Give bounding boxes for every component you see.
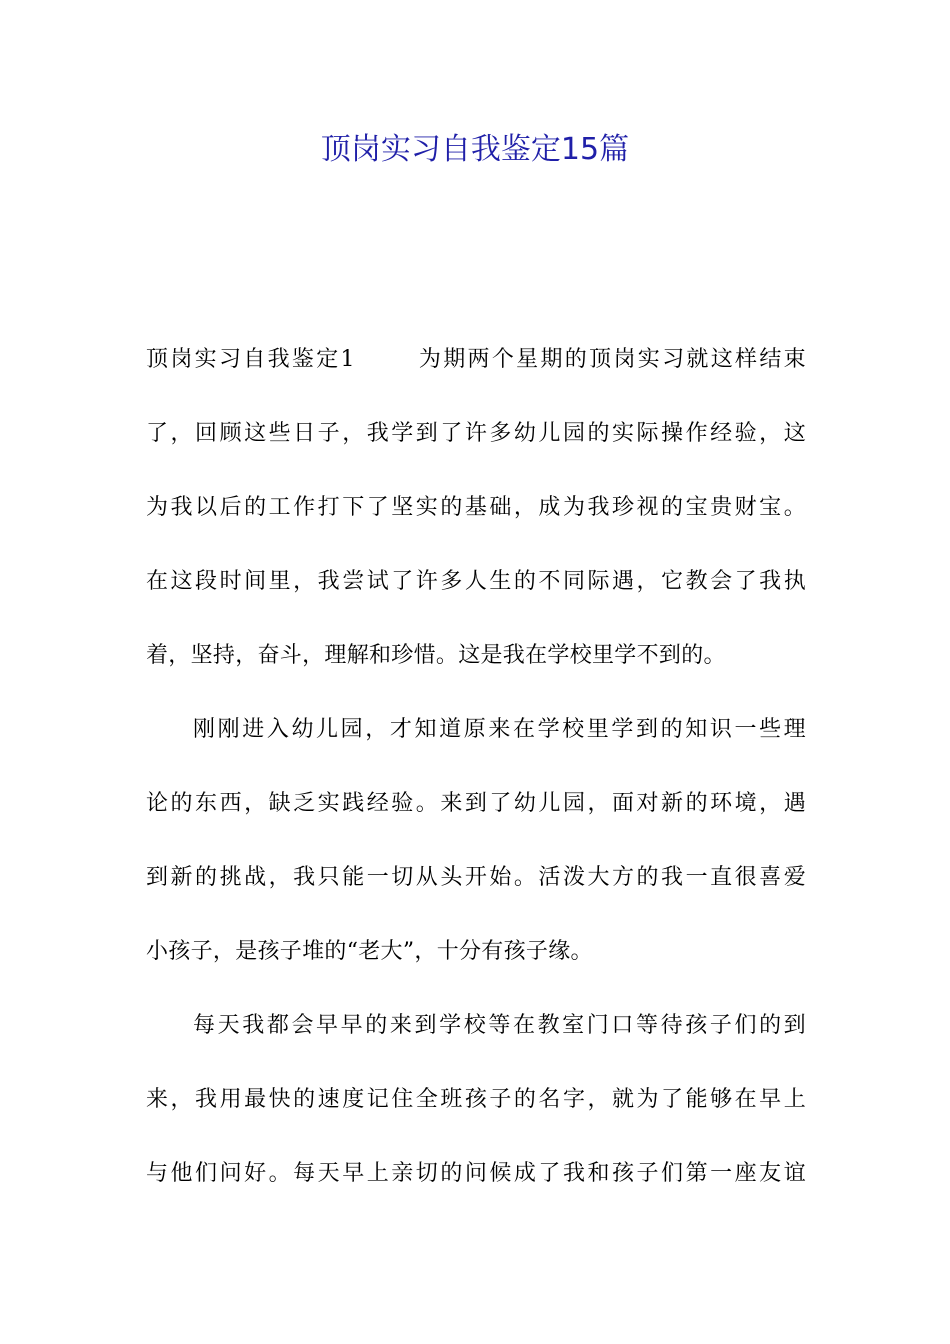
paragraph-line-1	[146, 338, 806, 412]
section-heading: 顶岗实习自我鉴定1	[146, 347, 355, 372]
document-title: 顶岗实习自我鉴定15篇	[320, 132, 630, 167]
paragraph-line-3: 为我以后的工作打下了坚实的基础，成为我珍视的宝贵财宝。	[146, 495, 806, 520]
paragraph-line-2: 了，回顾这些日子，我学到了许多幼儿园的实际操作经验，这	[146, 421, 806, 446]
paragraph-line-7: 论的东西，缺乏实践经验。来到了幼儿园，面对新的环境，遇	[146, 791, 806, 816]
paragraph-line-4: 在这段时间里，我尝试了许多人生的不同际遇，它教会了我执	[146, 569, 806, 594]
paragraph-line-8: 到新的挑战，我只能一切从头开始。活泼大方的我一直很喜爱	[146, 865, 806, 890]
paragraph-line-5: 着，坚持，奋斗，理解和珍惜。这是我在学校里学不到的。	[146, 643, 726, 668]
paragraph-text: 为期两个星期的顶岗实习就这样结束	[416, 347, 806, 372]
paragraph-line-9: 小孩子，是孩子堆的“老大”，十分有孩子缘。	[146, 939, 593, 964]
paragraph-line-12: 与他们问好。每天早上亲切的问候成了我和孩子们第一座友谊	[146, 1161, 806, 1186]
paragraph-line-11: 来，我用最快的速度记住全班孩子的名字，就为了能够在早上	[146, 1087, 806, 1112]
paragraph-line-10: 每天我都会早早的来到学校等在教室门口等待孩子们的到	[193, 1013, 806, 1038]
document-body	[146, 338, 806, 1226]
paragraph-line-6: 刚刚进入幼儿园，才知道原来在学校里学到的知识一些理	[193, 717, 806, 742]
